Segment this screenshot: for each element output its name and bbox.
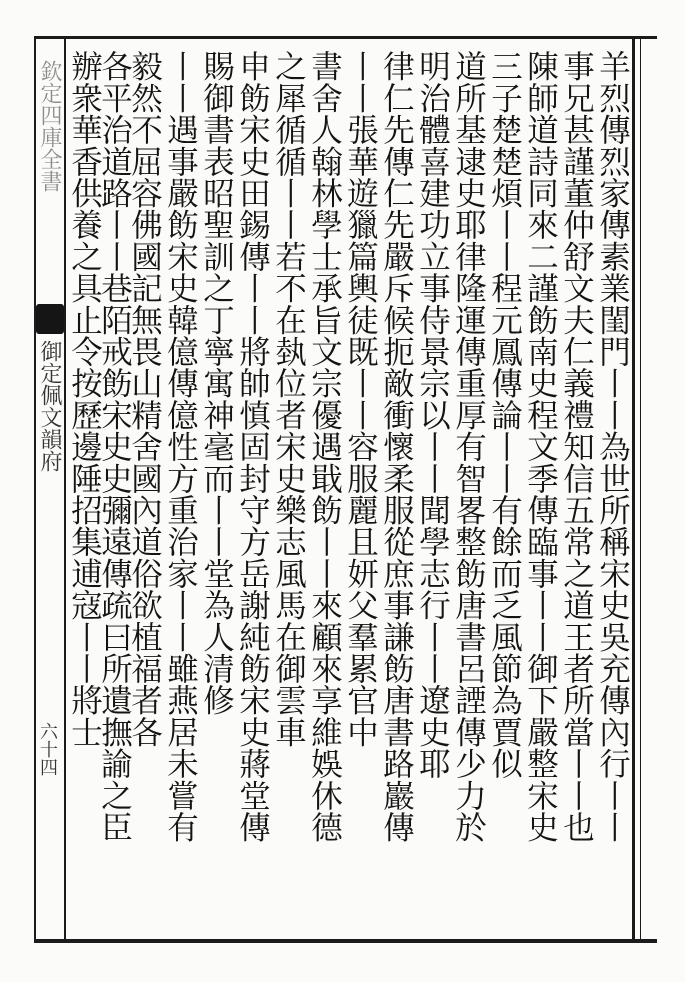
text-column: 羊烈傳烈家傳素業閨門丨丨為世所稱宋史吳充傳內行丨丨 (594, 50, 631, 843)
text-column: 書舍人翰林學士承旨文宗優遇戢飭丨丨來顧來享維娛休德 (306, 50, 343, 843)
text-column: 三子楚楚煩丨丨程元鳳傳論丨丨有餘而乏風節為賈似 (486, 50, 523, 780)
frame-right-rule (632, 36, 635, 943)
frame-left-rule (34, 36, 36, 943)
text-column: 申飭宋史田錫傳丨丨將帥慎固封守方岳謝純飭宋史蔣堂傳 (234, 50, 271, 843)
text-column: 丨丨張華遊獵篇輿徒既丨丨容服麗且妍父羣累官中 (342, 50, 379, 748)
text-column: 道所基逮史耶律隆運傳重厚有智畧整飭唐書呂諲傳少力於 (450, 50, 487, 843)
page-number: 六十四 (37, 722, 58, 776)
fishtail-mark (36, 304, 64, 334)
text-column: 事兄甚謹董仲舒文夫仁義禮知信五常之道王者所當丨丨也 (558, 50, 595, 843)
frame-right-rule-thin (640, 36, 641, 943)
cut-edge-text: 欽定四庫全書 (37, 60, 62, 192)
margin-book-title: 御定佩文韻府 (37, 340, 62, 472)
text-column: 明治體喜建功立事侍景宗以丨丨聞學志行丨丨遼史耶 (414, 50, 451, 780)
text-column: 毅然不屈容佛國記無畏山精舍國內道俗欲植福者各 (126, 50, 163, 748)
frame-top-rule (36, 36, 657, 39)
fold-line (64, 36, 66, 943)
text-column: 辦衆華香供養之具止令按歷邊陲招集逋寇丨丨將士 (66, 50, 103, 748)
text-column: 各平治道路丨丨巷陌戒飭宋史史彌遠傳疏曰所遺撫諭之臣 (96, 50, 133, 843)
text-column: 丨丨遇事嚴飭宋史韓億傳億性方重治家丨丨雖燕居未嘗有 (162, 50, 199, 843)
text-column: 陳師道詩同來二謹飭南史程文季傳臨事丨丨御下嚴整宋史 (522, 50, 559, 843)
text-column: 賜御書表昭聖訓之丁寧寓神毫而丨丨堂為人清修 (198, 50, 235, 716)
text-column: 律仁先傳仁先嚴斥候扼敵衝懷柔服從庶事謙飭唐書路巖傳 (378, 50, 415, 843)
frame-bottom-rule (36, 939, 657, 943)
text-column: 之犀循循丨丨若不在埶位者宋史樂志風馬在御雲車 (270, 50, 307, 748)
